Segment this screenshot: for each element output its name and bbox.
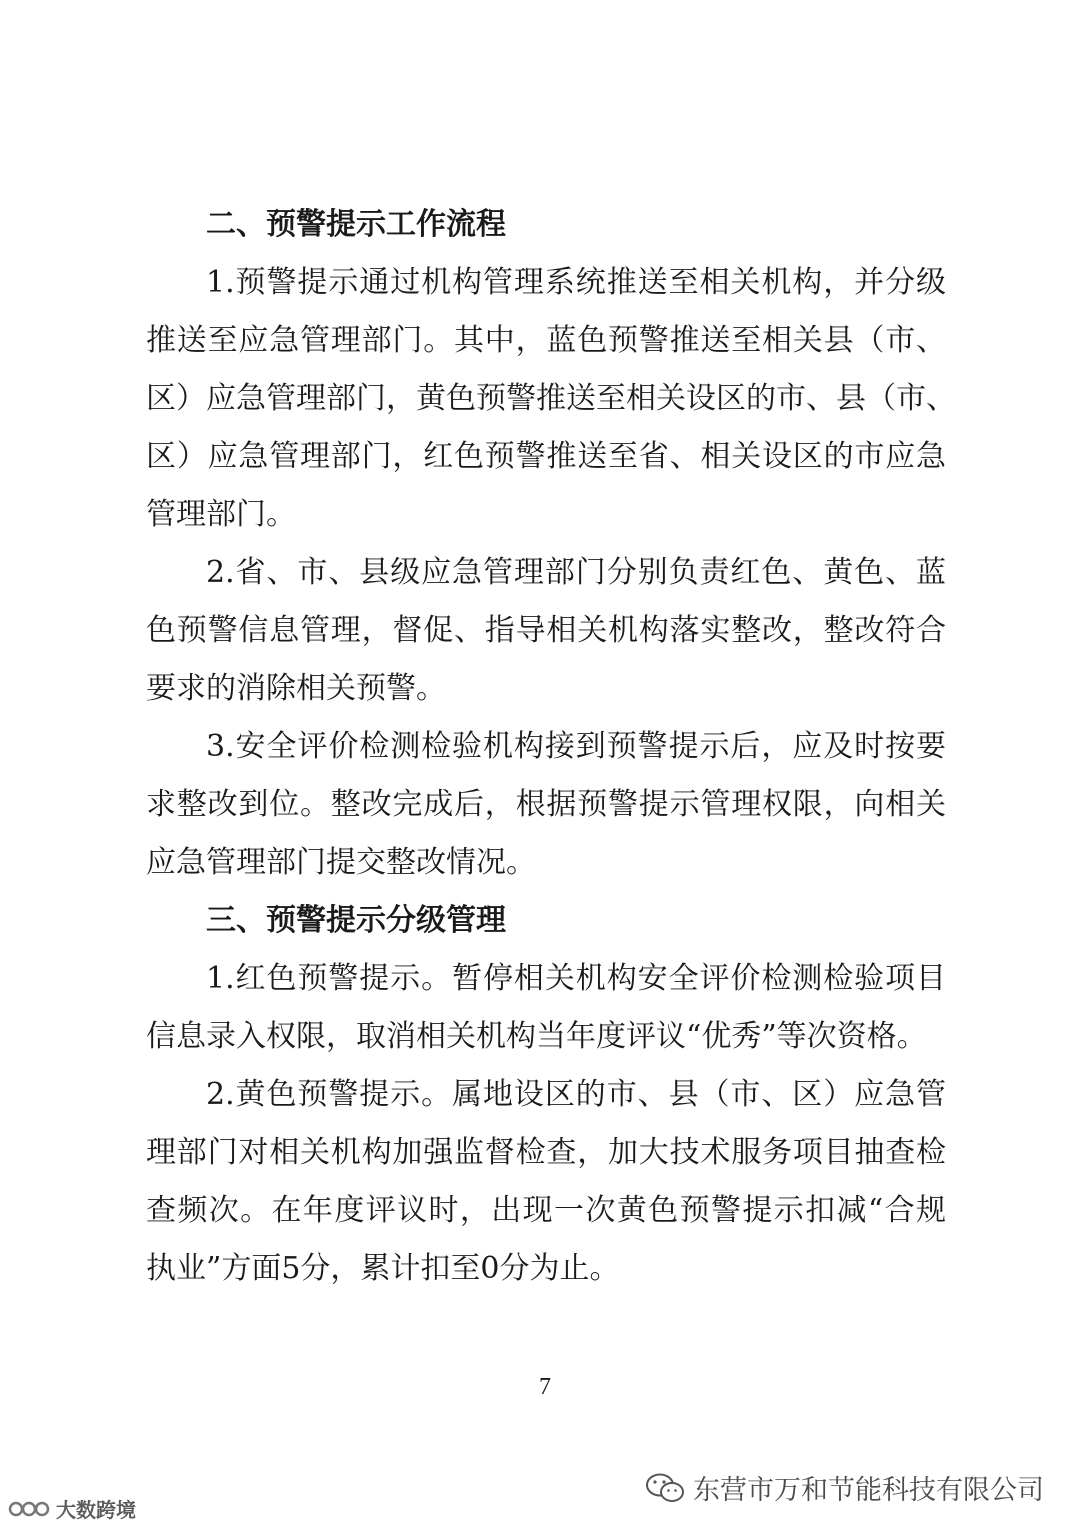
text-line: 理部门对相关机构加强监督检查，加大技术服务项目抽查检 <box>146 1135 946 1170</box>
text-line: 信息录入权限，取消相关机构当年度评议“优秀”等次资格。 <box>146 1019 927 1054</box>
text-line: 3.安全评价检测检验机构接到预警提示后，应及时按要 <box>206 729 946 764</box>
paragraph <box>146 950 946 1066</box>
text-line: 区）应急管理部门，红色预警推送至省、相关设区的市应急 <box>146 439 946 474</box>
site-watermark <box>8 1494 136 1523</box>
paragraph <box>146 1066 946 1298</box>
text-line: 2.黄色预警提示。属地设区的市、县（市、区）应急管 <box>206 1077 946 1112</box>
text-line: 要求的消除相关预警。 <box>146 671 446 706</box>
text-line: 1.预警提示通过机构管理系统推送至相关机构，并分级 <box>206 265 946 300</box>
paragraph <box>146 254 956 544</box>
section-heading: 三、预警提示分级管理 <box>206 903 506 938</box>
text-line: 推送至应急管理部门。其中，蓝色预警推送至相关县（市、 <box>146 323 946 358</box>
wechat-icon <box>645 1472 685 1504</box>
account-watermark <box>645 1468 1044 1507</box>
text-line: 1.红色预警提示。暂停相关机构安全评价检测检验项目 <box>206 961 946 996</box>
document-body <box>146 196 956 1298</box>
text-line: 2.省、市、县级应急管理部门分别负责红色、黄色、蓝 <box>206 555 946 590</box>
paragraph <box>146 718 946 892</box>
text-line: 色预警信息管理，督促、指导相关机构落实整改，整改符合 <box>146 613 946 648</box>
text-line: 求整改到位。整改完成后，根据预警提示管理权限，向相关 <box>146 787 946 822</box>
section-heading: 二、预警提示工作流程 <box>206 207 506 242</box>
text-line: 区）应急管理部门，黄色预警推送至相关设区的市、县（市、 <box>146 381 956 416</box>
text-line: 执业”方面5分，累计扣至0分为止。 <box>146 1251 620 1286</box>
logo-mark-icon <box>8 1498 52 1520</box>
text-line: 管理部门。 <box>146 497 296 532</box>
paragraph <box>146 544 946 718</box>
page-number: 7 <box>539 1374 551 1400</box>
account-name: 东营市万和节能科技有限公司 <box>693 1475 1044 1506</box>
text-line: 查频次。在年度评议时，出现一次黄色预警提示扣减“合规 <box>146 1193 946 1228</box>
site-name: 大数跨境 <box>56 1498 136 1522</box>
text-line: 应急管理部门提交整改情况。 <box>146 845 536 880</box>
